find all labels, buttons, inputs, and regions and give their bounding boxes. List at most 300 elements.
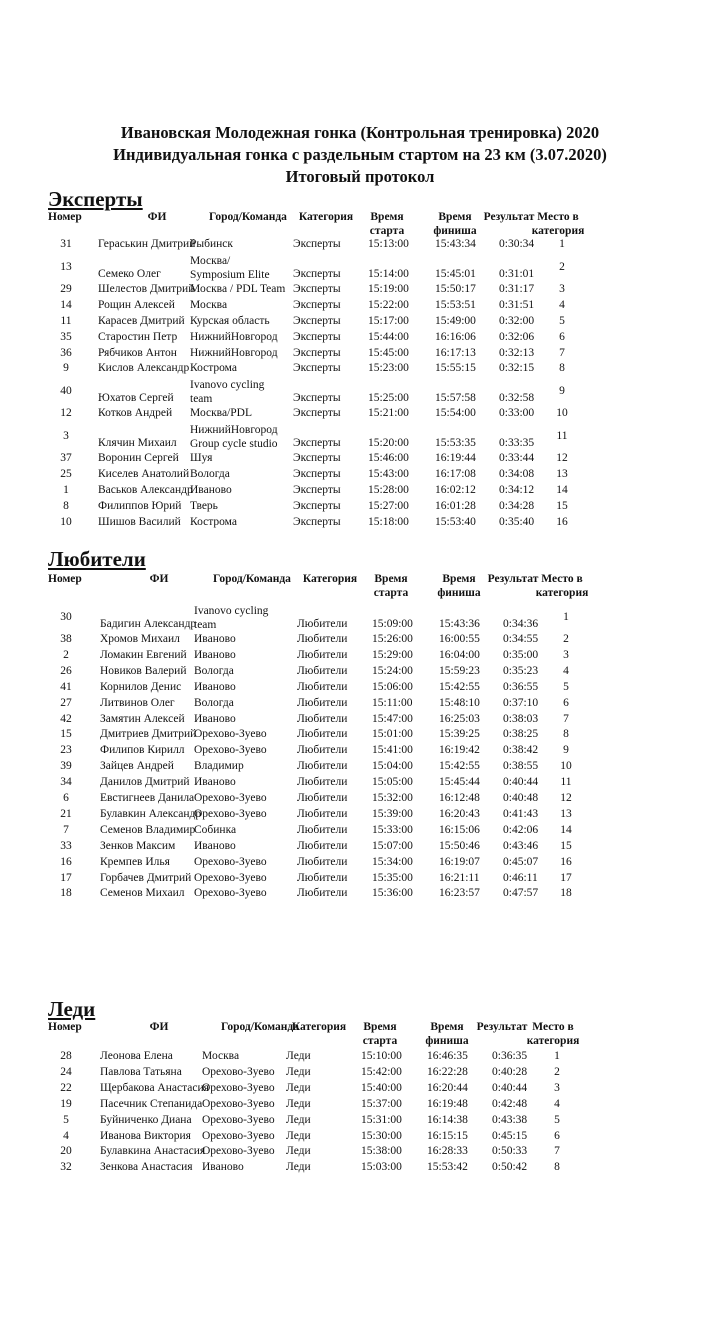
section-title: Эксперты (48, 187, 143, 211)
cell-finish-time: 16:15:06 (439, 823, 480, 836)
cell-start-time: 15:06:00 (372, 680, 413, 693)
header-finish-time-line2: финиша (425, 1035, 469, 1047)
header-number-line1: Номер (48, 1021, 82, 1033)
cell-place: 2 (563, 633, 569, 645)
cell-result: 0:34:08 (499, 468, 535, 481)
cell-result: 0:31:51 (499, 298, 535, 311)
cell-name: Данилов Дмитрий (100, 776, 190, 789)
cell-start-time: 15:35:00 (372, 871, 413, 884)
table-row (48, 1066, 668, 1082)
cell-start-time: 15:04:00 (372, 760, 413, 773)
cell-finish-time: 15:42:55 (439, 680, 480, 693)
cell-category: Леди (286, 1161, 311, 1174)
cell-name: Замятин Алексей (100, 712, 185, 725)
cell-name: Ломакин Евгений (100, 648, 187, 661)
header-start-time-line1: Время (363, 1021, 397, 1033)
cell-category: Любители (297, 680, 348, 693)
cell-finish-time: 16:46:35 (427, 1050, 468, 1062)
section-title: Любители (48, 547, 146, 571)
cell-place: 4 (554, 1097, 560, 1110)
header-result-line1: Результат (483, 211, 535, 223)
cell-name: Шелестов Дмитрий (98, 282, 195, 295)
table-row (48, 347, 668, 363)
cell-result: 0:38:55 (503, 760, 539, 773)
cell-result: 0:42:06 (503, 823, 539, 836)
cell-category: Эксперты (293, 515, 341, 528)
cell-result: 0:36:35 (492, 1050, 528, 1062)
cell-finish-time: 15:50:46 (439, 839, 480, 852)
cell-place: 8 (559, 362, 565, 375)
cell-number: 33 (60, 839, 72, 852)
cell-place: 1 (554, 1050, 560, 1062)
cell-start-time: 15:28:00 (368, 484, 409, 496)
cell-name: Бадигин Александр (100, 618, 197, 630)
cell-result: 0:45:07 (503, 855, 539, 868)
cell-finish-time: 15:45:01 (435, 267, 476, 280)
header-category (295, 572, 365, 586)
cell-place: 11 (556, 430, 568, 443)
cell-number: 17 (60, 871, 72, 884)
cell-finish-time: 15:39:25 (439, 728, 480, 741)
cell-team: Орехово-Зуево (194, 887, 267, 900)
header-place (518, 1020, 588, 1048)
cell-team: Орехово-Зуево (194, 855, 267, 868)
cell-finish-time: 16:00:55 (439, 633, 480, 645)
cell-team: Орехово-Зуево (202, 1145, 275, 1158)
cell-place: 7 (563, 712, 569, 725)
cell-result: 0:43:46 (503, 839, 539, 852)
cell-place: 6 (554, 1129, 560, 1142)
table-row (48, 633, 668, 649)
header-start-time (366, 572, 416, 600)
cell-number: 40 (60, 385, 72, 398)
header-start-time (362, 210, 412, 238)
table-row (48, 856, 668, 872)
document-header (0, 122, 720, 188)
cell-place: 9 (559, 385, 565, 398)
document-protocol-title: Итоговый протокол (285, 167, 435, 186)
cell-place: 3 (563, 648, 569, 661)
cell-finish-time: 16:16:06 (435, 330, 476, 343)
cell-name: Киселев Анатолий (98, 468, 190, 481)
cell-start-time: 15:27:00 (368, 499, 409, 512)
cell-finish-time: 15:53:42 (427, 1161, 468, 1174)
cell-name: Клячин Михаил (98, 437, 177, 450)
header-number-line1: Номер (48, 211, 82, 223)
cell-number: 18 (60, 887, 72, 900)
cell-team: Москва (190, 298, 228, 311)
header-start-time (355, 1020, 405, 1048)
cell-name: Шишов Василий (98, 515, 181, 528)
table-row (48, 1161, 668, 1177)
cell-result: 0:31:01 (499, 267, 535, 280)
header-finish-time (434, 572, 484, 600)
cell-place: 5 (554, 1113, 560, 1126)
cell-number: 27 (60, 696, 72, 709)
cell-category: Любители (297, 712, 348, 725)
table-row (48, 1130, 668, 1146)
cell-name: Котков Андрей (98, 407, 173, 420)
cell-number: 37 (60, 452, 72, 465)
cell-place: 12 (560, 792, 572, 804)
header-finish-time-line1: Время (442, 573, 476, 585)
cell-category: Эксперты (293, 346, 341, 359)
cell-number: 38 (60, 633, 72, 645)
cell-team: Собинка (194, 823, 237, 836)
cell-finish-time: 15:53:35 (435, 437, 476, 450)
cell-finish-time: 16:19:44 (435, 452, 476, 465)
cell-start-time: 15:01:00 (372, 728, 413, 741)
header-category-line1: Категория (291, 1021, 347, 1033)
cell-team: Орехово-Зуево (202, 1081, 275, 1094)
cell-place: 15 (560, 839, 572, 852)
cell-start-time: 15:17:00 (368, 314, 409, 327)
table-row (48, 315, 668, 331)
cell-result: 0:34:55 (503, 633, 539, 645)
header-name-line1: ФИ (147, 211, 167, 223)
cell-place: 3 (559, 282, 565, 295)
cell-number: 20 (60, 1145, 72, 1158)
cell-number: 21 (60, 807, 72, 820)
cell-finish-time: 16:04:00 (439, 648, 480, 661)
cell-result: 0:34:36 (503, 618, 539, 630)
cell-category: Эксперты (293, 362, 341, 375)
cell-number: 32 (60, 1161, 72, 1174)
cell-start-time: 15:20:00 (368, 437, 409, 450)
cell-start-time: 15:26:00 (372, 633, 413, 645)
cell-category: Любители (297, 855, 348, 868)
cell-team: Орехово-Зуево (194, 728, 267, 741)
cell-number: 19 (60, 1097, 72, 1110)
cell-start-time: 15:07:00 (372, 839, 413, 852)
cell-category: Любители (297, 807, 348, 820)
cell-team: Вологда (190, 468, 230, 481)
cell-result: 0:32:58 (499, 392, 535, 405)
cell-number: 29 (60, 282, 72, 295)
cell-place: 10 (560, 760, 572, 773)
cell-number: 3 (63, 430, 69, 443)
cell-team: Иваново (202, 1161, 244, 1174)
cell-place: 9 (563, 744, 569, 757)
cell-finish-time: 16:19:48 (427, 1097, 468, 1110)
cell-category: Любители (297, 792, 348, 804)
cell-name: Иванова Виктория (100, 1129, 191, 1142)
cell-finish-time: 15:42:55 (439, 760, 480, 773)
cell-team: Иваново (194, 633, 236, 645)
header-team-line1: Город/Команда (209, 211, 287, 223)
cell-team: Кострома (190, 515, 237, 528)
cell-finish-time: 16:22:28 (427, 1065, 468, 1078)
cell-name: Зенков Максим (100, 839, 176, 852)
cell-finish-time: 16:19:07 (439, 855, 480, 868)
cell-number: 31 (60, 238, 72, 250)
table-row (48, 840, 668, 856)
cell-result: 0:35:00 (503, 648, 539, 661)
table-row (48, 1098, 668, 1114)
cell-team: Орехово-Зуево (202, 1113, 275, 1126)
header-number-line1: Номер (48, 573, 82, 585)
table-row (48, 1050, 668, 1066)
cell-result: 0:32:00 (499, 314, 535, 327)
cell-result: 0:34:28 (499, 499, 535, 512)
header-finish-time-line2: финиша (437, 587, 481, 599)
cell-finish-time: 16:14:38 (427, 1113, 468, 1126)
cell-number: 13 (60, 260, 72, 273)
results-section (48, 998, 668, 1318)
cell-start-time: 15:13:00 (368, 238, 409, 250)
table-row (48, 872, 668, 888)
cell-finish-time: 15:54:00 (435, 407, 476, 420)
cell-start-time: 15:29:00 (372, 648, 413, 661)
header-start-time-line1: Время (370, 211, 404, 223)
cell-team: Орехово-Зуево (202, 1065, 275, 1078)
cell-finish-time: 16:17:13 (435, 346, 476, 359)
cell-start-time: 15:34:00 (372, 855, 413, 868)
cell-start-time: 15:03:00 (361, 1161, 402, 1174)
cell-start-time: 15:05:00 (372, 776, 413, 789)
cell-result: 0:40:44 (503, 776, 539, 789)
cell-name: Булавкин Александр (100, 807, 202, 820)
cell-number: 4 (63, 1129, 69, 1142)
cell-number: 10 (60, 515, 72, 528)
header-place (527, 572, 597, 600)
cell-category: Любители (297, 871, 348, 884)
cell-category: Леди (286, 1050, 311, 1062)
header-finish-time-line2: финиша (433, 225, 477, 237)
cell-place: 7 (559, 346, 565, 359)
cell-start-time: 15:22:00 (368, 298, 409, 311)
cell-result: 0:46:11 (503, 871, 538, 884)
cell-result: 0:42:48 (492, 1097, 528, 1110)
cell-category: Эксперты (293, 452, 341, 465)
table-row (48, 824, 668, 840)
cell-category: Любители (297, 664, 348, 677)
cell-team: Вологда (194, 696, 234, 709)
table-row (48, 452, 668, 468)
cell-name: Семеко Олег (98, 267, 161, 280)
cell-number: 12 (60, 407, 72, 420)
cell-category: Любители (297, 823, 348, 836)
cell-team: Иваново (190, 484, 232, 496)
cell-finish-time: 16:25:03 (439, 712, 480, 725)
cell-place: 8 (554, 1161, 560, 1174)
cell-finish-time: 15:43:36 (439, 618, 480, 630)
cell-team: НижнийНовгород (190, 346, 278, 359)
table-row (48, 760, 668, 776)
cell-team: Иваново (194, 680, 236, 693)
cell-result: 0:32:13 (499, 346, 535, 359)
cell-start-time: 15:46:00 (368, 452, 409, 465)
cell-category: Любители (297, 618, 348, 630)
cell-name: Новиков Валерий (100, 664, 187, 677)
header-number (48, 572, 84, 586)
table-row (48, 792, 668, 808)
cell-number: 1 (63, 484, 69, 496)
table-row (48, 1114, 668, 1130)
cell-finish-time: 16:01:28 (435, 499, 476, 512)
results-section (48, 187, 668, 528)
cell-name: Павлова Татьяна (100, 1065, 182, 1078)
cell-category: Эксперты (293, 499, 341, 512)
table-row (48, 887, 668, 903)
table-row (48, 423, 668, 452)
cell-team: Орехово-Зуево (194, 807, 267, 820)
cell-name: Филиппов Юрий (98, 499, 182, 512)
header-finish-time (430, 210, 480, 238)
cell-category: Эксперты (293, 437, 341, 450)
cell-start-time: 15:09:00 (372, 618, 413, 630)
cell-finish-time: 15:57:58 (435, 392, 476, 405)
cell-name: Кислов Александр (98, 362, 190, 375)
cell-finish-time: 15:45:44 (439, 776, 480, 789)
table-row (48, 808, 668, 824)
cell-team: Иваново (194, 839, 236, 852)
cell-start-time: 15:41:00 (372, 744, 413, 757)
cell-team: Ivanovo cycling team (194, 605, 269, 631)
table-row (48, 500, 668, 516)
header-category (291, 210, 361, 224)
cell-number: 11 (60, 314, 72, 327)
cell-place: 13 (556, 468, 568, 481)
header-place-line2: категория (531, 225, 585, 237)
header-place-line1: Место в (541, 573, 583, 585)
cell-place: 14 (560, 823, 572, 836)
cell-start-time: 15:44:00 (368, 330, 409, 343)
cell-name: Пасечник Степанида (100, 1097, 203, 1110)
cell-category: Любители (297, 648, 348, 661)
cell-name: Корнилов Денис (100, 680, 182, 693)
cell-place: 2 (559, 260, 565, 273)
cell-category: Эксперты (293, 407, 341, 420)
header-finish-time-line1: Время (430, 1021, 464, 1033)
table-row (48, 713, 668, 729)
cell-place: 18 (560, 887, 572, 900)
cell-start-time: 15:43:00 (368, 468, 409, 481)
table-row (48, 516, 668, 532)
results-section (48, 547, 668, 900)
cell-name: Рощин Алексей (98, 298, 175, 311)
cell-start-time: 15:19:00 (368, 282, 409, 295)
cell-start-time: 15:23:00 (368, 362, 409, 375)
cell-finish-time: 15:53:51 (435, 298, 476, 311)
cell-place: 6 (559, 330, 565, 343)
table-row (48, 1145, 668, 1161)
cell-team: Орехово-Зуево (202, 1129, 275, 1142)
cell-start-time: 15:18:00 (368, 515, 409, 528)
cell-place: 6 (563, 696, 569, 709)
cell-place: 11 (560, 776, 572, 789)
cell-team: Москва (202, 1050, 240, 1062)
cell-category: Эксперты (293, 484, 341, 496)
cell-team: Ivanovo cycling team (190, 379, 265, 406)
cell-number: 9 (63, 362, 69, 375)
cell-finish-time: 15:53:40 (435, 515, 476, 528)
cell-finish-time: 15:55:15 (435, 362, 476, 375)
cell-finish-time: 15:59:23 (439, 664, 480, 677)
header-team-line1: Город/Команда (213, 573, 291, 585)
cell-place: 7 (554, 1145, 560, 1158)
header-finish-time (422, 1020, 472, 1048)
cell-place: 14 (556, 484, 568, 496)
cell-start-time: 15:36:00 (372, 887, 413, 900)
cell-category: Эксперты (293, 314, 341, 327)
cell-start-time: 15:39:00 (372, 807, 413, 820)
header-team (198, 210, 298, 224)
cell-place: 3 (554, 1081, 560, 1094)
cell-number: 6 (63, 792, 69, 804)
header-name (112, 210, 202, 224)
header-number (48, 1020, 84, 1034)
cell-finish-time: 16:28:33 (427, 1145, 468, 1158)
header-name (114, 572, 204, 586)
cell-result: 0:40:48 (503, 792, 539, 804)
cell-category: Любители (297, 760, 348, 773)
table-row (48, 728, 668, 744)
cell-category: Любители (297, 887, 348, 900)
cell-name: Карасев Дмитрий (98, 314, 185, 327)
cell-category: Эксперты (293, 392, 341, 405)
cell-place: 17 (560, 871, 572, 884)
cell-category: Эксперты (293, 468, 341, 481)
table-row (48, 697, 668, 713)
cell-category: Любители (297, 776, 348, 789)
cell-name: Старостин Петр (98, 330, 178, 343)
cell-place: 13 (560, 807, 572, 820)
header-place-line2: категория (526, 1035, 580, 1047)
cell-finish-time: 16:19:42 (439, 744, 480, 757)
cell-finish-time: 16:12:48 (439, 792, 480, 804)
cell-name: Евстигнеев Данила (100, 792, 195, 804)
header-start-time-line1: Время (374, 573, 408, 585)
cell-place: 12 (556, 452, 568, 465)
cell-finish-time: 16:15:15 (427, 1129, 468, 1142)
header-category (284, 1020, 354, 1034)
cell-category: Леди (286, 1065, 311, 1078)
cell-name: Васьков Александр (98, 484, 193, 496)
cell-category: Эксперты (293, 298, 341, 311)
cell-start-time: 15:10:00 (361, 1050, 402, 1062)
cell-place: 5 (563, 680, 569, 693)
cell-result: 0:31:17 (499, 282, 535, 295)
header-result-line1: Результат (487, 573, 539, 585)
table-row (48, 484, 668, 500)
cell-team: Вологда (194, 664, 234, 677)
cell-team: Москва/PDL (190, 407, 252, 420)
table-row (48, 468, 668, 484)
cell-result: 0:37:10 (503, 696, 539, 709)
cell-number: 22 (60, 1081, 72, 1094)
cell-category: Любители (297, 633, 348, 645)
cell-name: Филипов Кирилл (100, 744, 185, 757)
cell-start-time: 15:33:00 (372, 823, 413, 836)
cell-start-time: 15:30:00 (361, 1129, 402, 1142)
cell-start-time: 15:47:00 (372, 712, 413, 725)
cell-name: Семенов Владимир (100, 823, 196, 836)
cell-result: 0:40:28 (492, 1065, 528, 1078)
header-number (48, 210, 84, 224)
cell-number: 34 (60, 776, 72, 789)
cell-number: 28 (60, 1050, 72, 1062)
cell-result: 0:41:43 (503, 807, 539, 820)
cell-start-time: 15:24:00 (372, 664, 413, 677)
cell-team: Орехово-Зуево (194, 871, 267, 884)
table-row (48, 331, 668, 347)
header-start-time-line2: старта (373, 587, 409, 599)
cell-result: 0:43:38 (492, 1113, 528, 1126)
header-team-line1: Город/Команда (221, 1021, 299, 1033)
cell-team: Шуя (190, 452, 213, 465)
cell-result: 0:35:23 (503, 664, 539, 677)
